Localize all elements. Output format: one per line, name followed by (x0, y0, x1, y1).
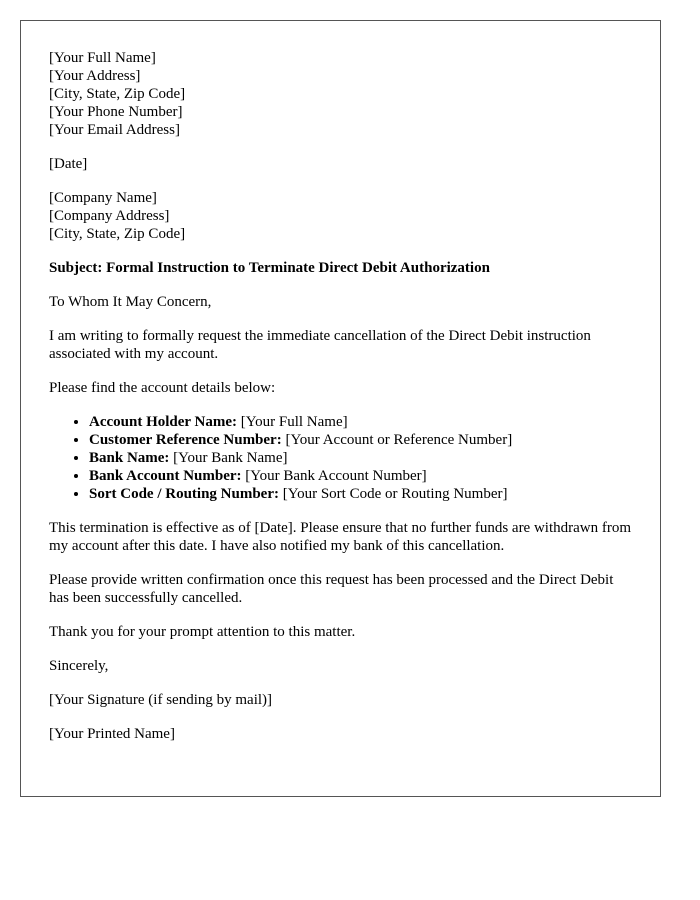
detail-label: Customer Reference Number: (89, 432, 282, 448)
letter-page (20, 20, 661, 797)
detail-label: Account Holder Name: (89, 414, 238, 430)
closing: Sincerely, (49, 658, 109, 674)
list-item (89, 467, 632, 485)
sender-phone: [Your Phone Number] (49, 104, 183, 120)
recipient-address-block (49, 189, 632, 243)
detail-label: Sort Code / Routing Number: (89, 486, 279, 502)
sender-address: [Your Address] (49, 68, 141, 84)
detail-label: Bank Name: (89, 450, 170, 466)
details-intro-paragraph: Please find the account details below: (49, 380, 276, 396)
signature-line: [Your Signature (if sending by mail)] (49, 692, 273, 708)
recipient-company-address: [Company Address] (49, 208, 170, 224)
sender-address-block (49, 49, 632, 139)
termination-paragraph: This termination is effective as of [Date]. Please ensure that no further funds are withdrawn from my account after this date. I have also notified my bank of this cancellation. (49, 520, 632, 554)
recipient-company-name: [Company Name] (49, 190, 157, 206)
detail-value: [Your Account or Reference Number] (281, 432, 513, 448)
intro-paragraph: I am writing to formally request the immediate cancellation of the Direct Debit instruction associated with my account. (49, 328, 591, 362)
detail-value: [Your Bank Account Number] (241, 468, 427, 484)
confirmation-paragraph: Please provide written confirmation once this request has been processed and the Direct Debit has been successfully cancelled. (49, 572, 614, 606)
sender-email: [Your Email Address] (49, 122, 180, 138)
detail-value: [Your Bank Name] (169, 450, 288, 466)
letter-date: [Date] (49, 156, 88, 172)
account-details-list (49, 413, 632, 503)
sender-name: [Your Full Name] (49, 50, 156, 66)
salutation: To Whom It May Concern, (49, 294, 212, 310)
printed-name: [Your Printed Name] (49, 726, 175, 742)
subject-line: Subject: Formal Instruction to Terminate Direct Debit Authorization (49, 260, 490, 276)
detail-label: Bank Account Number: (89, 468, 242, 484)
detail-value: [Your Sort Code or Routing Number] (279, 486, 508, 502)
list-item (89, 431, 632, 449)
sender-city-state-zip: [City, State, Zip Code] (49, 86, 186, 102)
list-item (89, 449, 632, 467)
thanks-paragraph: Thank you for your prompt attention to this matter. (49, 624, 356, 640)
detail-value: [Your Full Name] (237, 414, 348, 430)
recipient-city-state-zip: [City, State, Zip Code] (49, 226, 186, 242)
list-item (89, 413, 632, 431)
list-item (89, 485, 632, 503)
